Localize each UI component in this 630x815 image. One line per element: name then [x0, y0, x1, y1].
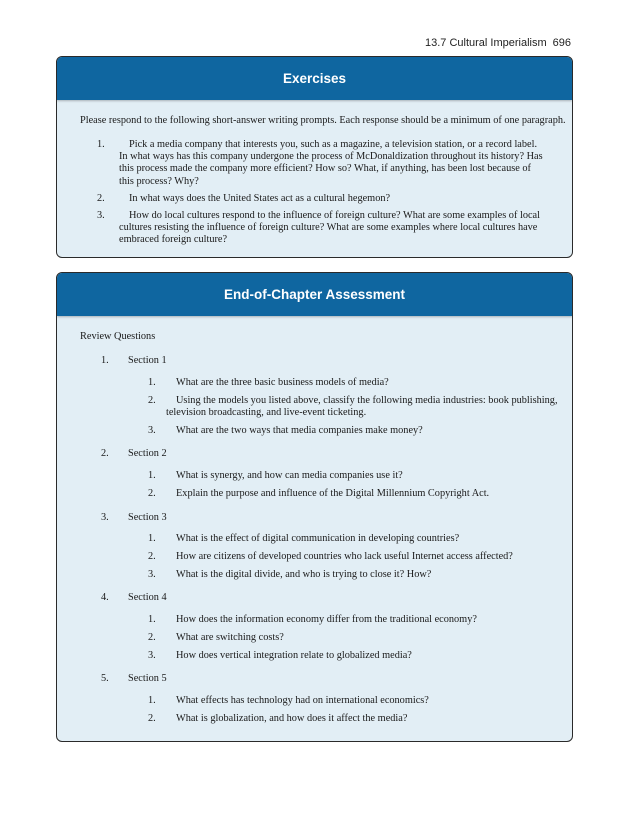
exercises-list — [97, 139, 547, 252]
section-label: Section 2 — [128, 448, 167, 459]
question-text: What are the three basic business models of media? — [176, 377, 389, 388]
item-text: How do local cultures respond to the influence of foreign culture? What are some examples of local cultures resisting the influence of foreign culture? What are some examples where local cultures have embraced foreign culture? — [119, 210, 540, 246]
item-text: Pick a media company that interests you, such as a magazine, a television station, or a record label. In what ways has this company undergone the process of McDonaldization throughout its history? Has this process made the company more efficient? How so? What, if anything, has been lost because of this process? Why? — [119, 139, 543, 187]
list-item — [97, 139, 547, 188]
item-text: In what ways does the United States act as a cultural hegemon? — [129, 192, 391, 204]
question-number: 2. — [148, 488, 156, 499]
question-text: How does the information economy differ from the traditional economy? — [176, 614, 477, 625]
running-head — [425, 37, 571, 49]
running-head-section: 13.7 Cultural Imperialism — [424, 37, 547, 49]
question-number: 1. — [148, 470, 156, 481]
question-text: What is synergy, and how can media companies use it? — [176, 470, 403, 481]
question-number: 1. — [148, 533, 156, 544]
section-number: 2. — [101, 448, 109, 459]
question-text: What are switching costs? — [176, 632, 284, 643]
section-number: 5. — [101, 673, 109, 684]
question-number: 3. — [148, 569, 156, 580]
question-number: 1. — [148, 614, 156, 625]
item-number: 2. — [97, 192, 105, 204]
question-number: 2. — [148, 713, 156, 724]
question-item — [148, 470, 568, 482]
page-number: 696 — [552, 37, 571, 49]
question-number: 2. — [148, 395, 156, 406]
question-text: How are citizens of developed countries who lack useful Internet access affected? — [176, 551, 513, 562]
question-text: What are the two ways that media companies make money? — [176, 425, 423, 436]
question-item — [148, 533, 568, 545]
question-item — [148, 395, 568, 419]
question-number: 1. — [148, 377, 156, 388]
question-item — [148, 551, 568, 563]
assessment-title: End-of-Chapter Assessment — [57, 273, 572, 316]
question-item — [148, 650, 568, 662]
section-number: 4. — [101, 592, 109, 603]
section-label: Section 1 — [128, 355, 167, 366]
review-questions-label: Review Questions — [80, 331, 156, 342]
question-item — [148, 377, 568, 389]
section-label: Section 4 — [128, 592, 167, 603]
exercises-title: Exercises — [57, 57, 572, 100]
question-item — [148, 614, 568, 626]
question-text: Explain the purpose and influence of the Digital Millennium Copyright Act. — [176, 488, 490, 499]
question-number: 2. — [148, 632, 156, 643]
section-label: Section 5 — [128, 673, 167, 684]
question-text: How does vertical integration relate to globalized media? — [176, 650, 412, 661]
question-item — [148, 713, 568, 725]
question-item — [148, 488, 568, 500]
section-number: 1. — [101, 355, 109, 366]
question-item — [148, 569, 568, 581]
question-item — [148, 632, 568, 644]
assessment-box — [56, 272, 573, 742]
question-text: What is the effect of digital communication in developing countries? — [176, 533, 460, 544]
item-number: 1. — [97, 139, 105, 150]
section-number: 3. — [101, 512, 109, 523]
question-text: Using the models you listed above, classify the following media industries: book publishing, television broadcasting, and live-event ticketing. — [166, 395, 558, 419]
exercises-box — [56, 56, 573, 258]
question-number: 2. — [148, 551, 156, 562]
question-item — [148, 425, 568, 437]
question-item — [148, 695, 568, 707]
question-text: What effects has technology had on international economics? — [176, 695, 429, 706]
list-item — [97, 210, 547, 247]
question-text: What is the digital divide, and who is trying to close it? How? — [176, 569, 432, 580]
exercises-intro: Please respond to the following short-answer writing prompts. Each response should be a minimum of one paragraph. — [80, 115, 566, 126]
list-item — [97, 193, 547, 205]
item-number: 3. — [97, 210, 105, 222]
section-label: Section 3 — [128, 512, 167, 523]
question-number: 3. — [148, 650, 156, 661]
question-text: What is globalization, and how does it affect the media? — [176, 713, 408, 724]
question-number: 3. — [148, 425, 156, 436]
question-number: 1. — [148, 695, 156, 706]
